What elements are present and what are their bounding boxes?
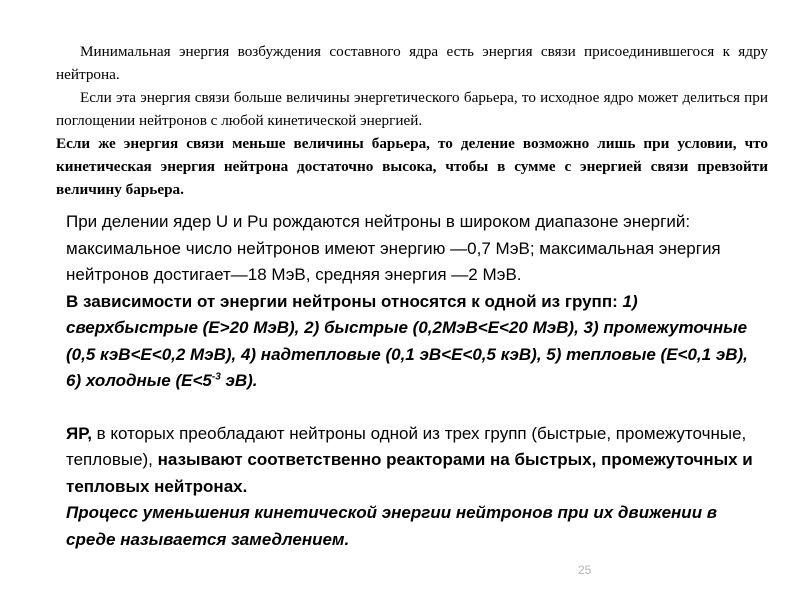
neutron-groups-list-b: эВ). xyxy=(220,371,258,390)
neutron-groups-intro: В зависимости от энергии нейтроны относятся к одной из групп: xyxy=(66,291,623,311)
reactor-types-paragraph xyxy=(66,421,762,501)
reactor-types-conclusion: называют соответственно реакторами на быстрых, промежуточных и тепловых нейтронах. xyxy=(66,450,753,496)
exponent: -3 xyxy=(211,371,221,383)
binding-energy-paragraph: Минимальная энергия возбуждения составного ядра есть энергия связи присоединившегося к ядру нейтрона. xyxy=(56,43,768,83)
barrier-condition-paragraph: Если же энергия связи меньше величины барьера, то деление возможно лишь при условии, что кинетическая энергия нейтрона достаточно высока, чтобы в сумме с энергией связи превзойти величину барьера. xyxy=(56,135,768,198)
reactor-abbr: ЯР, xyxy=(66,423,92,443)
neutron-groups-list-a: 1) сверхбыстрые (Е>20 МэВ), 2) быстрые (0,2МэВ<Е<20 МэВ), 3) промежуточные (0,5 кэВ<Е<0,2 МэВ), 4) надтепловые (0,1 эВ<Е<0,5 кэВ), 5) тепловые (Е<0,1 эВ), 6) холодные (Е<5 xyxy=(66,291,748,390)
reactor-types-text: в которых преобладают нейтроны одной из трех групп (быстрые, промежуточные, тепловые), xyxy=(66,423,747,469)
neutron-groups-paragraph xyxy=(66,289,762,395)
page-number: 25 xyxy=(578,563,592,577)
bottom-text-block xyxy=(66,209,762,553)
neutron-spectrum-paragraph: При делении ядер U и Pu рождаются нейтроны в широком диапазоне энергий: максимальное число нейтронов имеют энергию —0,7 МэВ; максимальная энергия нейтронов достигает—18 МэВ, средняя энергия —2 МэВ. xyxy=(66,212,721,284)
paragraph-gap xyxy=(66,395,762,421)
top-text-block xyxy=(56,40,768,201)
fission-condition-paragraph: Если эта энергия связи больше величины энергетического барьера, то исходное ядро может делиться при поглощении нейтронов с любой кинетической энергией. xyxy=(56,89,768,129)
moderation-definition: Процесс уменьшения кинетической энергии нейтронов при их движении в среде называется замедлением. xyxy=(66,503,718,549)
